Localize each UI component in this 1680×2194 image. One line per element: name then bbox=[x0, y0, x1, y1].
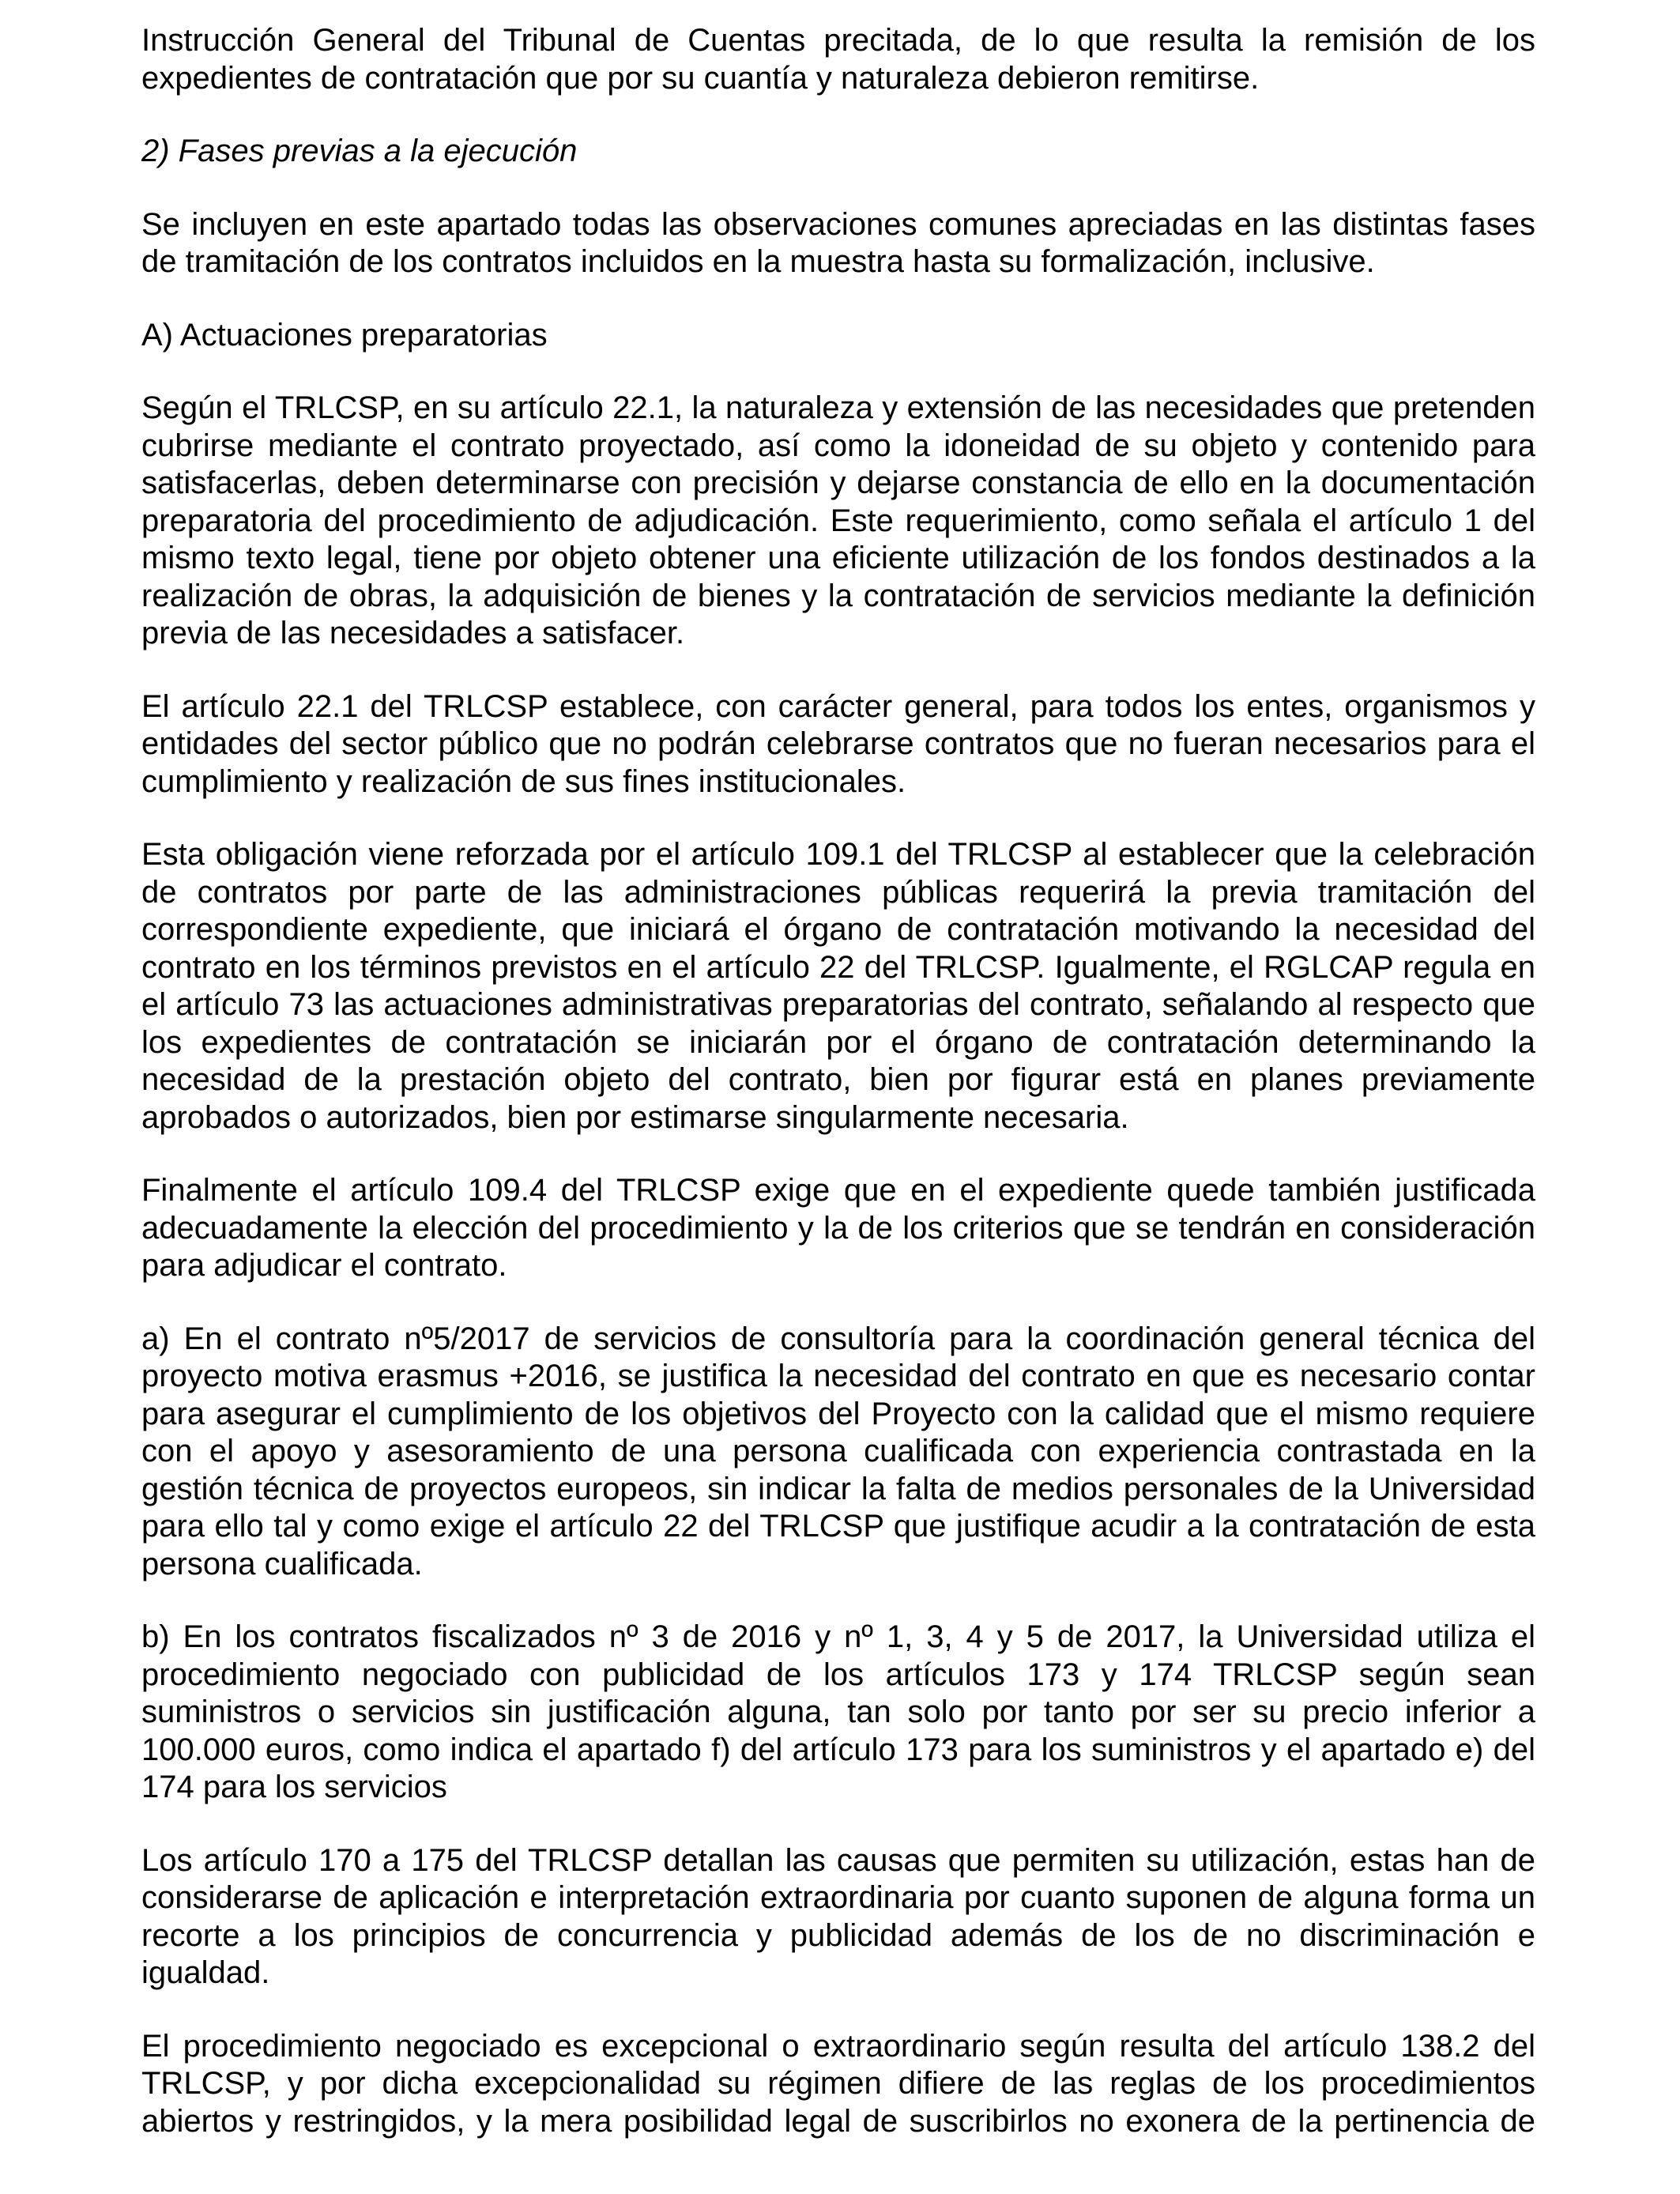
paragraph-section-description: Se incluyen en este apartado todas las observaciones comunes apreciadas en las distintas fases de tramitación de los contratos incluidos en la muestra hasta su formalización, inclusive. bbox=[141, 206, 1535, 279]
paragraph-articles-170-175: Los artículo 170 a 175 del TRLCSP detallan las causas que permiten su utilización, estas han de considerarse de aplicación e interpretación extraordinaria por cuanto suponen de alguna forma un recorte a los principios de concurrencia y publicidad además de los de no discriminación e igualdad. bbox=[141, 1842, 1535, 1990]
paragraph-article-22-1: Según el TRLCSP, en su artículo 22.1, la naturaleza y extensión de las necesidades que pretenden cubrirse mediante el contrato proyectado, así como la idoneidad de su objeto y contenido para satisfacerlas, deben determinarse con precisión y dejarse constancia de ello en la documentación preparatoria del procedimiento de adjudicación. Este requerimiento, como señala el artículo 1 del mismo texto legal, tiene por objeto obtener una eficiente utilización de los fondos destinados a la realización de obras, la adquisición de bienes y la contratación de servicios mediante la definición previa de las necesidades a satisfacer. bbox=[141, 390, 1535, 650]
paragraph-intro-continuation: Instrucción General del Tribunal de Cuentas precitada, de lo que resulta la remisión de los expedientes de contratación que por su cuantía y naturaleza debieron remitirse. bbox=[141, 23, 1535, 96]
subsection-heading-actuaciones: A) Actuaciones preparatorias bbox=[141, 317, 548, 352]
document-page bbox=[141, 22, 1535, 2140]
section-heading-fases-previas: 2) Fases previas a la ejecución bbox=[141, 134, 578, 168]
paragraph-negotiated-procedure: El procedimiento negociado es excepcional o extraordinario según resulta del artículo 138.2 del TRLCSP, y por dicha excepcionalidad su régimen difiere de las reglas de los procedimientos abiertos y restringidos, y la mera posibilidad legal de suscribirlos no exonera de la pertinencia de bbox=[141, 2028, 1535, 2139]
paragraph-article-109-1: Esta obligación viene reforzada por el artículo 109.1 del TRLCSP al establecer que la celebración de contratos por parte de las administraciones públicas requerirá la previa tramitación del correspondiente expediente, que iniciará el órgano de contratación motivando la necesidad del contrato en los términos previstos en el artículo 22 del TRLCSP. Igualmente, el RGLCAP regula en el artículo 73 las actuaciones administrativas preparatorias del contrato, señalando al respecto que los expedientes de contratación se iniciarán por el órgano de contratación determinando la necesidad de la prestación objeto del contrato, bien por figurar está en planes previamente aprobados o autorizados, bien por estimarse singularmente necesaria. bbox=[141, 837, 1535, 1135]
paragraph-general-obligation: El artículo 22.1 del TRLCSP establece, con carácter general, para todos los entes, organismos y entidades del sector público que no podrán celebrarse contratos que no fueran necesarios para el cumplimiento y realización de sus fines institucionales. bbox=[141, 688, 1535, 799]
paragraph-finding-b: b) En los contratos fiscalizados nº 3 de 2016 y nº 1, 3, 4 y 5 de 2017, la Universidad utiliza el procedimiento negociado con publicidad de los artículos 173 y 174 TRLCSP según sean suministros o servicios sin justificación alguna, tan solo por tanto por ser su precio inferior a 100.000 euros, como indica el apartado f) del artículo 173 para los suministros y el apartado e) del 174 para los servicios bbox=[141, 1619, 1535, 1804]
paragraph-article-109-4: Finalmente el artículo 109.4 del TRLCSP exige que en el expediente quede también justificada adecuadamente la elección del procedimiento y la de los criterios que se tendrán en consideración para adjudicar el contrato. bbox=[141, 1173, 1535, 1283]
paragraph-finding-a: a) En el contrato nº5/2017 de servicios de consultoría para la coordinación general técnica del proyecto motiva erasmus +2016, se justifica la necesidad del contrato en que es necesario contar para asegurar el cumplimiento de los objetivos del Proyecto con la calidad que el mismo requiere con el apoyo y asesoramiento de una persona cualificada con experiencia contrastada en la gestión técnica de proyectos europeos, sin indicar la falta de medios personales de la Universidad para ello tal y como exige el artículo 22 del TRLCSP que justifique acudir a la contratación de esta persona cualificada. bbox=[141, 1321, 1535, 1581]
